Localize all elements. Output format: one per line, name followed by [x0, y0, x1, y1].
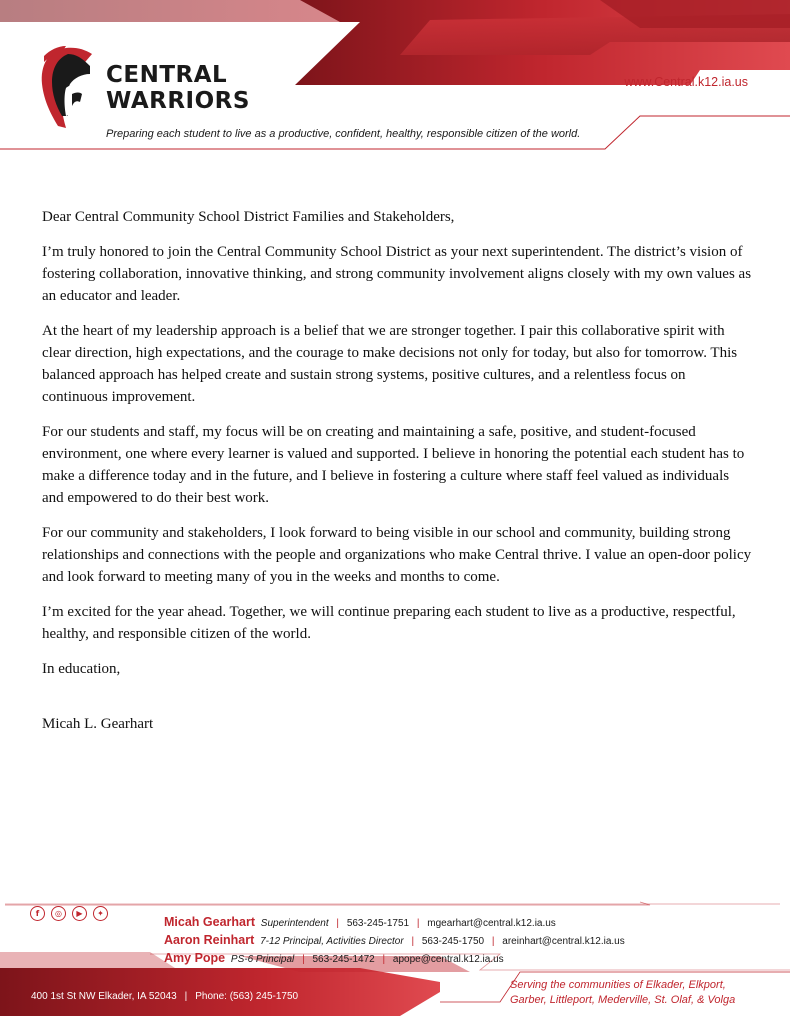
- contact-email[interactable]: mgearhart@central.k12.ia.us: [427, 918, 556, 929]
- contact-phone: 563-245-1472: [312, 954, 375, 965]
- website-link[interactable]: www.Central.k12.ia.us: [624, 75, 748, 89]
- closing: In education,: [42, 661, 121, 677]
- district-address-bar: [31, 991, 298, 1002]
- address: 400 1st St NW Elkader, IA 52043: [31, 991, 177, 1002]
- serving-line: Serving the communities of Elkader, Elkport,: [510, 979, 726, 991]
- contact-list: [164, 914, 625, 968]
- contact-name: Amy Pope: [164, 951, 226, 965]
- separator: |: [184, 991, 188, 1002]
- contact-name: Micah Gearhart: [164, 915, 256, 929]
- separator: |: [302, 954, 305, 965]
- district-phone: Phone: (563) 245-1750: [195, 991, 299, 1002]
- separator: |: [416, 918, 420, 929]
- paragraph: For our students and staff, my focus will be on creating and maintaining a safe, positive, and student-focused environment, one where every learner is valued and supported. I believe in honoring the potential each student has to make a difference today and in the future, and I believe in fostering a culture where staff feel valued as individuals and empowered to do their best work.: [42, 424, 745, 506]
- separator: |: [382, 954, 386, 965]
- salutation: Dear Central Community School District Families and Stakeholders,: [42, 209, 455, 225]
- contact-title: 7-12 Principal, Activities Director: [260, 936, 404, 947]
- separator: |: [411, 936, 415, 947]
- contact-row: [164, 950, 625, 968]
- paragraph: At the heart of my leadership approach is a belief that we are stronger together. I pair this collaborative spirit with clear direction, high expectations, and the courage to make decisions not only for today, but also for tomorrow. This balanced approach has helped create and sustain strong systems, positive cultures, and a relentless focus on continuous improvement.: [42, 323, 738, 405]
- contact-email[interactable]: apope@central.k12.ia.us: [392, 954, 504, 965]
- letter-body: [42, 206, 754, 748]
- contact-phone: 563-245-1751: [346, 918, 410, 929]
- brand-line-warriors: WARRIORS: [106, 88, 250, 114]
- paragraph: I’m excited for the year ahead. Together, we will continue preparing each student to live as a productive, respectful, healthy, and responsible citizen of the world.: [42, 604, 736, 642]
- facebook-icon[interactable]: f: [30, 906, 45, 921]
- contact-email[interactable]: areinhart@central.k12.ia.us: [502, 936, 625, 947]
- twitter-icon[interactable]: ✦: [93, 906, 108, 921]
- contact-phone: 563-245-1750: [421, 936, 485, 947]
- contact-title: Superintendent: [260, 918, 329, 929]
- brand-line-central: CENTRAL: [106, 62, 228, 88]
- serving-communities: [510, 978, 755, 1008]
- separator: |: [336, 918, 340, 929]
- serving-line: Garber, Littleport, Mederville, St. Olaf, & Volga: [510, 994, 736, 1006]
- youtube-icon[interactable]: ▶: [72, 906, 87, 921]
- signature: Micah L. Gearhart: [42, 716, 154, 732]
- brand-name: [106, 62, 250, 114]
- contact-row: [164, 932, 625, 950]
- tagline: Preparing each student to live as a productive, confident, healthy, responsible citizen of the world.: [106, 128, 581, 140]
- paragraph: For our community and stakeholders, I look forward to being visible in our school and community, building strong relationships and connections with the people and organizations who make Central thrive. I value an open-door policy and look forward to meeting many of you in the weeks and months to come.: [42, 525, 752, 585]
- instagram-icon[interactable]: ◎: [51, 906, 66, 921]
- contact-row: [164, 914, 625, 932]
- separator: |: [491, 936, 495, 947]
- paragraph: I’m truly honored to join the Central Community School District as your next superintendent. The district’s vision of fostering collaboration, innovative thinking, and strong community involvement aligns closely with my own values as an educator and leader.: [42, 244, 752, 304]
- contact-name: Aaron Reinhart: [164, 933, 255, 947]
- social-links: [30, 906, 108, 921]
- contact-title: PS-6 Principal: [230, 954, 295, 965]
- warrior-logo: [36, 44, 98, 130]
